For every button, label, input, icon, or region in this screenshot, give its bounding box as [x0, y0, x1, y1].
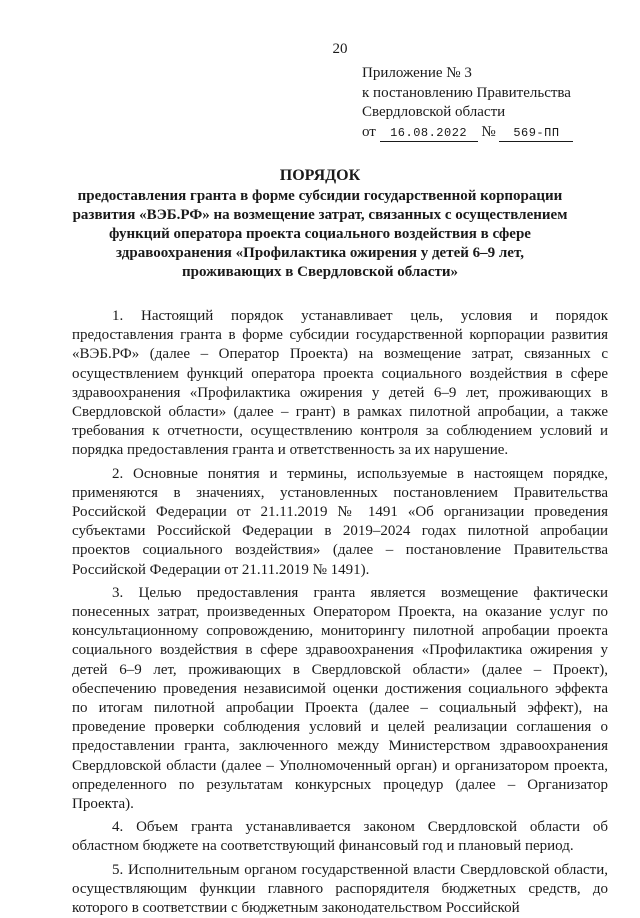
document-body — [72, 307, 608, 918]
appendix-header — [362, 64, 573, 142]
document-subtitle: предоставления гранта в форме субсидии государственной корпорации развития «ВЭБ.РФ» на возмещение затрат, связанных с осуществлением функций оператора проекта социального воздействия в сфере здравоохранения «Профилактика ожирения у детей 6–9 лет, проживающих в Свердловской области» — [72, 188, 568, 280]
paragraph-2: 2. Основные понятия и термины, используемые в настоящем порядке, применяются в значениях, установленных постановлением Правительства Российской Федерации от 21.11.2019 № 1491 «Об организации проведения субъектами Российской Федерации в 2019–2024 годах пилотной апробации проектов социального воздействия» (далее – постановление Правительства Российской Федерации от 21.11.2019 № 1491). — [72, 465, 608, 578]
document-title: ПОРЯДОК — [279, 167, 361, 184]
number-prefix: № — [481, 123, 496, 140]
appendix-title: Приложение № 3 — [362, 65, 472, 81]
paragraph-4: 4. Объем гранта устанавливается законом Свердловской области об областном бюджете на соответствующий финансовый год и плановый период. — [72, 819, 608, 855]
appendix-reference: к постановлению Правительства — [362, 84, 571, 101]
decree-date: 16.08.2022 — [380, 126, 478, 142]
paragraph-1: 1. Настоящий порядок устанавливает цель, условия и порядок предоставления гранта в форме субсидии государственной корпорации развития «ВЭБ.РФ» (далее – Оператор Проекта) на возмещение затрат, связанных с осуществлением функций оператора проекта социального воздействия в сфере здравоохранения «Профилактика ожирения у детей 6–9 лет, проживающих в Свердловской области» (далее – грант) в рамках пилотной апробации, а также требования к отчетности, осуществлению контроля за соблюдением условий и порядка предоставления гранта и ответственность за их нарушение. — [72, 308, 608, 459]
page-number: 20 — [332, 41, 348, 57]
appendix-region: Свердловской области — [362, 104, 506, 120]
decree-number: 569-ПП — [499, 126, 573, 142]
date-prefix: от — [362, 123, 376, 140]
paragraph-3: 3. Целью предоставления гранта является возмещение фактически понесенных затрат, произведенных Оператором Проекта, на оказание услуг по консультационному сопровождению, мониторингу пилотной апробации проекта социального воздействия в сфере здравоохранения «Профилактика ожирения у детей 6–9 лет, проживающих в Свердловской области» (далее – Проект), обеспечению проведения независимой оценки достижения социального эффекта по итогам пилотной апробации Проекта (далее – социальный эффект), на проведение проверки соблюдения условий и целей реализации соглашения о предоставлении гранта, заключенного между Министерством здравоохранения Свердловской области (далее – Уполномоченный орган) и организатором проекта, определенного по результатам конкурсных процедур (далее – Организатор Проекта). — [72, 584, 608, 813]
document-title-block — [72, 166, 568, 282]
appendix-date-line — [362, 123, 573, 143]
paragraph-5: 5. Исполнительным органом государственной власти Свердловской области, осуществляющим функции главного распорядителя бюджетных средств, до которого в соответствии с бюджетным законодательством Российской — [72, 861, 608, 917]
